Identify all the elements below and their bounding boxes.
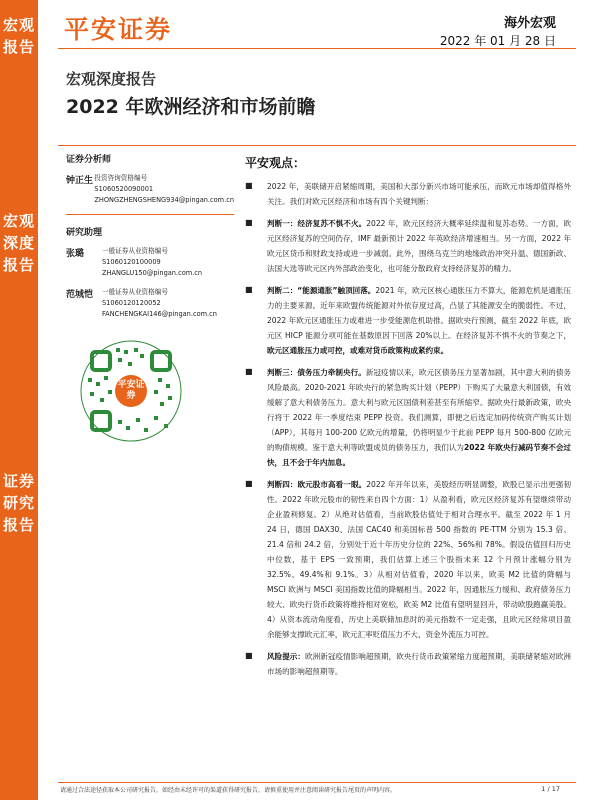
view-body: 2022 年，美联储开启紧缩周期，美国和大部分新兴市场可能承压，而欧元市场却值得格外关注。我们对欧元区经济和市场有四个关键判断： [267, 182, 571, 206]
report-category: 海外宏观 [503, 16, 556, 31]
analyst-entry [66, 173, 234, 206]
footer-divider [58, 782, 576, 783]
side-label-macro-deep-report: 宏观 深度 报告 [2, 212, 35, 274]
assistant-email[interactable]: ZHANGLU150@pingan.com.cn [102, 269, 203, 277]
view-paragraph [245, 179, 571, 209]
view-body: 2022 年开年以来，美股经历明显调整，欧股已显示出更强韧性。2022 年欧元股市的韧性来自四个方面：1）从盈利看，欧元区经济复苏有望继续带动企业盈利修复。2）从绝对估值看，当前欧股估值处于相对合理水平。截至 2022 年 1 月 24 日，德国 DAX30、法国 CAC40 和美国标普 500 指数的 PE-TTM 分别为 15.3 倍、21.4 倍和 24.2 倍，分别处于近十年历史分位的 22%、56%和 78%。假设估值回归历史中位数，基于 EPS 一致预期，我们估算上述三个股指未来 12 个月预计涨幅分别为 32.5%、49.4%和 9.1%。3）从相对估值看，2020 年以来，欧美 M2 比值的降幅与 MSCI 欧洲与 MSCI 美国指数比值的降幅相当。2022 年，因通胀压力缓和、政府债务压力较大、欧央行货币政策将维持相对宽松，欧美 M2 比值有望明显回升，带动欧股跑赢美股。4）从资本流动角度看，历史上美联储加息时的美元指数不一定走强，且欧元区经常项目盈余能够支撑欧元汇率，欧元汇率贬值压力不大，资金外流压力可控。 [267, 480, 571, 639]
view-head: 判断三：债务压力牵制央行。 [267, 368, 366, 377]
bullet-icon: ■ [245, 651, 253, 660]
key-views [245, 154, 571, 686]
views-title: 平安观点： [245, 156, 306, 170]
assistant-entry [66, 287, 234, 320]
bullet-icon: ■ [245, 218, 253, 227]
analyst-email[interactable]: ZHONGZHENGSHENG934@pingan.com.cn [94, 196, 234, 204]
assistant-cert-number: S1060120120052 [102, 299, 161, 307]
view-head: 判断二：“能源通胀”触顶回落。 [267, 286, 376, 295]
page-number: 1 / 17 [541, 785, 560, 793]
assistant-entry [66, 246, 234, 279]
report-date: 2022 年 01 月 28 日 [439, 34, 556, 48]
view-body: 欧洲新冠疫情影响超预期，欧央行货币政策紧缩力度超预期，美联储紧缩对欧洲市场的影响超预期等。 [267, 652, 571, 676]
bullet-icon: ■ [245, 285, 253, 294]
footer-disclaimer: 请通过合法途径获取本公司研究报告，如经由未经许可的渠道获得研究报告，请慎重使用并注意阅读研究报告尾页的声明内容。 [60, 787, 397, 794]
view-head: 风险提示： [267, 652, 306, 661]
assistant-section-title: 研究助理 [66, 228, 103, 238]
bullet-icon: ■ [245, 479, 253, 488]
view-paragraph [245, 365, 571, 470]
assistant-cert-number: S1060120100009 [102, 258, 161, 266]
bullet-icon: ■ [245, 367, 253, 376]
view-body: 2021 年，欧元区核心通胀压力不算大，能源危机是通胀压力的主要来源。近年来欧盟传统能源对外依存度过高，凸显了其能源安全的脆弱性。不过，2022 年欧元区通胀压力或难进一步受能源危机助推。据欧央行预测，截至 2022 年底，欧元区 HICP 能源分项可能在基数原因下回落 20%以上。在经济复苏不惧不火的节奏之下， [267, 286, 572, 340]
assistant-name: 张璐 [66, 249, 85, 259]
title-divider [58, 145, 576, 146]
header-divider [58, 48, 576, 49]
view-paragraph [245, 649, 571, 679]
analyst-cert-number: S1060520090001 [94, 185, 154, 193]
side-band [0, 0, 38, 800]
analyst-cert-label: 投资咨询资格编号 [94, 174, 148, 182]
view-tail: 2022 年欧央行减码节奏不会过快，且不会于年内加息。 [267, 443, 571, 467]
view-paragraph [245, 283, 571, 358]
assistant-name: 范城恺 [66, 290, 94, 300]
view-body: 2022 年，欧元区经济大概率延续温和复苏态势。一方面，欧元区经济复苏的空间仍存，IMF 最新预计 2022 年英欧经济增速相当。另一方面，2022 年欧元区货币和财政支持或进一步减弱。此外，围绕乌克兰的地缘政治冲突升温、德国新政、法国大选等欧元区内外部政治变化，也可能分散政府支持经济复苏的精力。 [267, 219, 571, 273]
author-divider [66, 214, 234, 215]
report-type: 宏观深度报告 [66, 70, 157, 88]
qr-badge: 平安证券 [117, 380, 145, 401]
assistant-email[interactable]: FANCHENGKAI146@pingan.com.cn [102, 310, 217, 318]
side-label-macro-report: 宏观 报告 [2, 16, 35, 56]
analyst-name: 钟正生 [66, 176, 94, 186]
bullet-icon: ■ [245, 181, 253, 190]
view-body: 新冠疫情以来，欧元区债务压力显著加剧，其中意大利的债务风险最高。2020-2021 年欧央行的紧急购买计划（PEPP）下购买了大量意大利国债，有效缓解了意大利债务压力。意大利与欧元区国债利差甚至有所缩窄。据欧央行最新政策，欧央行将于 2022 年一季度结束 PEPP 投资。我们测算，即便之后选定加码传统资产购买计划（APP），其每月 100-200 亿欧元的增量，仍将明显少于此前 PEPP 每月 500-800 亿欧元的购债规模。鉴于意大利等欧盟成员的债务压力，我们认为 [267, 368, 571, 452]
view-paragraph [245, 477, 571, 642]
report-title: 2022 年欧洲经济和市场前瞻 [66, 96, 316, 118]
view-head: 判断四：欧元股市高看一眼。 [267, 480, 367, 489]
assistant-cert-label: 一般证券从业资格编号 [102, 288, 168, 296]
view-paragraph [245, 216, 571, 276]
view-head: 判断一：经济复苏不惧不火。 [267, 219, 367, 228]
analyst-section-title: 证券分析师 [66, 155, 112, 165]
assistant-cert-label: 一般证券从业资格编号 [102, 247, 168, 255]
view-tail: 欧元区通胀压力或可控，或难对货币政策构成紧约束。 [267, 346, 449, 355]
author-panel [66, 152, 234, 328]
company-logo: 平安证券 [64, 15, 173, 44]
side-label-securities-research-report: 证券 研究 报告 [2, 472, 35, 534]
